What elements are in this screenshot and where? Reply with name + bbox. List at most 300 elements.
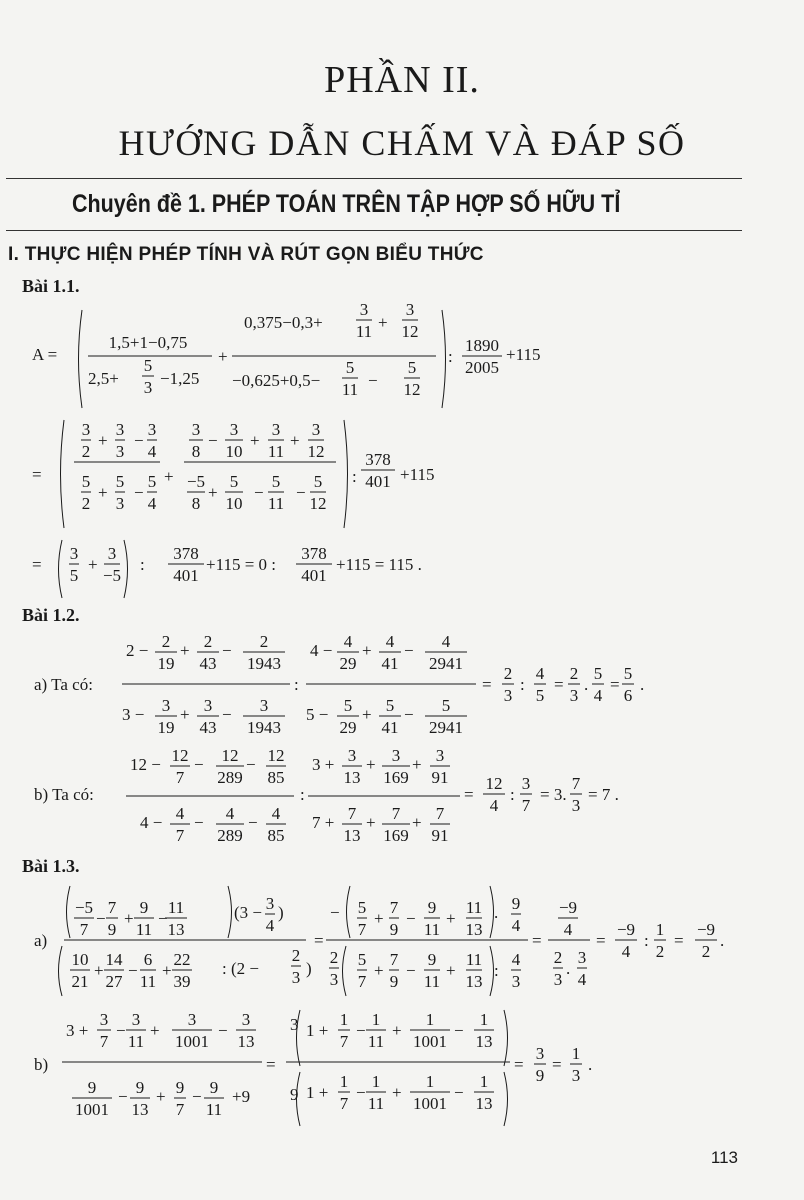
math-term: 9 <box>511 894 521 913</box>
math-term: + <box>162 961 172 980</box>
math-term: 13 <box>343 826 361 845</box>
math-term: 2 <box>503 664 513 683</box>
math-term: + <box>374 909 384 928</box>
math-term: 3 <box>405 300 415 319</box>
math-term: 12 <box>171 746 189 765</box>
math-term: +115 = 115 . <box>336 555 422 574</box>
math-term: 2941 <box>429 718 463 737</box>
math-term: = <box>554 675 564 694</box>
math-term: 3 <box>69 544 79 563</box>
math-term: +115 <box>506 345 541 364</box>
math-term: 11 <box>355 322 373 341</box>
math-term: 5 <box>69 566 79 585</box>
math-term: +9 <box>232 1087 251 1106</box>
math-term: 11 <box>127 1032 145 1051</box>
math-term: − <box>158 909 168 928</box>
math-term: +115 <box>400 465 435 484</box>
math-term: 3 <box>143 378 153 397</box>
math-term: 10 <box>225 442 243 461</box>
math-term: −0,625+0,5− <box>232 371 321 390</box>
math-term: 3 <box>329 970 339 989</box>
math-term: 1 <box>425 1010 435 1029</box>
math-term: + <box>362 641 372 660</box>
math-term: −9 <box>558 898 578 917</box>
math-term: 3 <box>203 696 213 715</box>
math-term: : (2 − <box>222 959 259 978</box>
math-term: 9 <box>139 898 149 917</box>
math-term: 2 <box>161 632 171 651</box>
math-term: 27 <box>105 972 123 991</box>
math-term: + <box>392 1021 402 1040</box>
math-term: 3 <box>99 1010 109 1029</box>
math-term: 19 <box>157 654 175 673</box>
math-term: 85 <box>267 768 285 787</box>
math-term: : <box>352 467 357 486</box>
math-term: : <box>520 675 525 694</box>
math-term: 2,5+ <box>88 369 119 388</box>
math-term: 4 <box>271 804 281 823</box>
math-term: − <box>404 705 414 724</box>
math-term: − <box>128 961 138 980</box>
math-term: 5 <box>271 472 281 491</box>
math-term: 4 <box>489 796 499 815</box>
math-term: 13 <box>237 1032 255 1051</box>
math-term: 7 <box>99 1032 109 1051</box>
math-term: − <box>246 755 256 774</box>
math-term: − <box>134 483 144 502</box>
math-term: + <box>366 813 376 832</box>
math-term: . <box>720 931 725 950</box>
math-term: 1 <box>479 1010 489 1029</box>
math-term: = <box>552 1055 562 1074</box>
math-term: 7 <box>175 826 185 845</box>
math-term: = <box>532 931 542 950</box>
math-term: : <box>448 347 453 366</box>
math-term: 2 − <box>126 641 149 660</box>
math-term: 5 <box>357 898 367 917</box>
math-term: + <box>446 909 456 928</box>
math-term: 5 <box>81 472 91 491</box>
math-term: 9 <box>427 950 437 969</box>
math-term: + <box>446 961 456 980</box>
math-term: − <box>96 909 106 928</box>
math-term: 9 <box>389 972 399 991</box>
math-term: 4 <box>593 686 603 705</box>
math-term: 9 <box>175 1078 185 1097</box>
math-term: 1 <box>655 920 665 939</box>
right-paren <box>504 1072 508 1126</box>
math-term: −9 <box>696 920 716 939</box>
math-term: 4 <box>225 804 235 823</box>
math-term: . <box>566 959 571 978</box>
math-term: 4 <box>147 442 157 461</box>
math-term: 2 <box>203 632 213 651</box>
math-term: − <box>218 1021 228 1040</box>
math-term: 3 <box>553 970 563 989</box>
math-term: + <box>374 961 384 980</box>
math-term: 3 <box>107 544 117 563</box>
math-term: + <box>180 641 190 660</box>
math-term: + <box>250 431 260 450</box>
math-term: 401 <box>301 566 327 585</box>
left-paren <box>59 946 63 996</box>
left-paren <box>347 886 351 938</box>
math-term: − <box>222 705 232 724</box>
math-term: 3 <box>115 494 125 513</box>
math-term: + <box>164 467 174 486</box>
math-term: 12 <box>267 746 285 765</box>
math-term: : <box>644 931 649 950</box>
math-term: 5 − <box>306 705 329 724</box>
math-term: 1943 <box>247 718 281 737</box>
section-heading: I. THỰC HIỆN PHÉP TÍNH VÀ RÚT GỌN BIỂU THỨC <box>8 244 484 265</box>
math-term: 3 <box>435 746 445 765</box>
math-term: −1,25 <box>160 369 200 388</box>
math-term: 378 <box>301 544 327 563</box>
right-paren <box>504 1010 508 1066</box>
math-term: 2 <box>553 948 563 967</box>
math-term: 2 <box>701 942 711 961</box>
math-term: 41 <box>381 654 399 673</box>
math-term: 11 <box>465 950 483 969</box>
math-term: 1,5+1−0,75 <box>108 333 188 352</box>
math-term: − <box>222 641 232 660</box>
math-term: 11 <box>423 920 441 939</box>
math-term: 4 <box>577 970 587 989</box>
math-term: = <box>596 931 606 950</box>
right-paren <box>490 886 494 938</box>
math-term: : <box>510 785 515 804</box>
topic-title: Chuyên đề 1. PHÉP TOÁN TRÊN TẬP HỢP SỐ HỮU TỈ <box>72 190 621 218</box>
math-term: + <box>124 909 134 928</box>
math-term: − <box>194 813 204 832</box>
math-term: 1 <box>371 1010 381 1029</box>
math-term: 3 <box>290 1015 299 1034</box>
math-term: = <box>610 675 620 694</box>
math-term: ) <box>306 959 312 978</box>
math-term: 11 <box>205 1100 223 1119</box>
math-term: − <box>356 1021 366 1040</box>
math-term: 7 <box>175 768 185 787</box>
math-term: 39 <box>173 972 191 991</box>
math-term: 3 <box>115 420 125 439</box>
math-term: 12 <box>309 494 327 513</box>
math-term: 3 <box>577 948 587 967</box>
math-term: 2941 <box>429 654 463 673</box>
math-term: (3 − <box>234 903 262 922</box>
right-paren <box>228 886 232 938</box>
exercise-1-1-label: Bài 1.1. <box>22 276 80 296</box>
math-term: 2005 <box>465 358 499 377</box>
math-term: a) Ta có: <box>34 675 93 694</box>
math-term: − <box>194 755 204 774</box>
left-paren <box>343 946 347 996</box>
math-term: 7 <box>391 804 401 823</box>
math-term: 10 <box>71 950 89 969</box>
math-term: = <box>32 465 42 484</box>
left-paren <box>67 886 71 938</box>
math-term: 11 <box>267 442 285 461</box>
math-term: 91 <box>431 768 449 787</box>
math-term: 11 <box>341 380 359 399</box>
math-term: + <box>218 347 228 366</box>
math-term: 13 <box>167 920 185 939</box>
math-term: 3 <box>191 420 201 439</box>
math-term: 7 <box>521 796 531 815</box>
math-term: 11 <box>139 972 157 991</box>
math-term: 5 <box>345 358 355 377</box>
math-term: 11 <box>423 972 441 991</box>
math-term: 4 − <box>140 813 163 832</box>
math-term: . <box>640 675 645 694</box>
math-term: −5 <box>186 472 206 491</box>
math-term: + <box>156 1087 166 1106</box>
math-term: 19 <box>157 718 175 737</box>
math-term: 1943 <box>247 654 281 673</box>
math-term: : <box>294 675 299 694</box>
math-term: 9 <box>107 920 117 939</box>
math-term: a) <box>34 931 48 950</box>
part-title: PHẦN II. <box>324 59 480 101</box>
left-paren <box>59 540 63 598</box>
math-term: 3 <box>521 774 531 793</box>
math-term: − <box>406 909 416 928</box>
math-term: − <box>116 1021 126 1040</box>
math-term: = 3. <box>540 785 567 804</box>
math-term: 3 <box>535 1044 545 1063</box>
math-term: 5 <box>313 472 323 491</box>
math-term: 0,375−0,3+ <box>244 313 323 332</box>
math-term: 169 <box>383 826 409 845</box>
math-term: 169 <box>383 768 409 787</box>
math-term: 29 <box>339 654 357 673</box>
math-term: 6 <box>143 950 153 969</box>
math-term: = <box>266 1055 276 1074</box>
math-term: − <box>406 961 416 980</box>
math-term: 4 <box>511 916 521 935</box>
math-term: 13 <box>475 1032 493 1051</box>
math-term: 7 <box>347 804 357 823</box>
math-term: 1001 <box>175 1032 209 1051</box>
math-term: 5 <box>441 696 451 715</box>
math-term: 4 <box>441 632 451 651</box>
math-term: 4 <box>343 632 353 651</box>
guide-title: HƯỚNG DẪN CHẤM VÀ ĐÁP SỐ <box>118 123 686 163</box>
math-term: 4 <box>621 942 631 961</box>
math-term: 8 <box>191 494 201 513</box>
math-term: 1 <box>339 1072 349 1091</box>
math-term: : <box>494 961 499 980</box>
math-term: 21 <box>71 972 89 991</box>
math-term: 289 <box>217 768 243 787</box>
math-term: 3 <box>115 442 125 461</box>
math-term: + <box>412 813 422 832</box>
math-term: + <box>290 431 300 450</box>
math-term: 7 + <box>312 813 335 832</box>
math-term: = <box>314 931 324 950</box>
math-term: 3 <box>311 420 321 439</box>
math-term: + <box>98 431 108 450</box>
math-term: 12 <box>221 746 239 765</box>
math-term: − <box>454 1021 464 1040</box>
math-term: 4 − <box>310 641 333 660</box>
math-term: 10 <box>225 494 243 513</box>
math-term: − <box>192 1087 202 1106</box>
math-term: 8 <box>191 442 201 461</box>
math-term: 91 <box>431 826 449 845</box>
math-term: − <box>254 483 264 502</box>
math-term: 1 <box>425 1072 435 1091</box>
math-term: 7 <box>107 898 117 917</box>
math-term: 11 <box>267 494 285 513</box>
math-term: 289 <box>217 826 243 845</box>
math-term: A = <box>32 345 58 364</box>
math-term: 3 + <box>312 755 335 774</box>
math-term: 11 <box>167 898 185 917</box>
math-term: b) Ta có: <box>34 785 94 804</box>
math-term: 3 <box>131 1010 141 1029</box>
math-term: 12 <box>307 442 325 461</box>
right-paren <box>490 946 494 996</box>
math-term: 4 <box>563 920 573 939</box>
math-term: 13 <box>465 972 483 991</box>
math-term: − <box>330 903 340 922</box>
math-term: 1001 <box>413 1032 447 1051</box>
math-term: 2 <box>291 946 301 965</box>
math-term: 3 <box>503 686 513 705</box>
math-term: 3 <box>569 686 579 705</box>
math-term: 4 <box>147 494 157 513</box>
math-term: 1890 <box>465 336 499 355</box>
math-term: 3 <box>187 1010 197 1029</box>
math-term: − <box>368 371 378 390</box>
math-term: 1 <box>571 1044 581 1063</box>
math-term: 3 <box>161 696 171 715</box>
math-term: 3 <box>359 300 369 319</box>
math-term: 3 <box>259 696 269 715</box>
left-paren <box>79 310 83 408</box>
math-term: 2 <box>329 948 339 967</box>
math-term: − <box>356 1083 366 1102</box>
math-term: 7 <box>79 920 89 939</box>
math-term: 13 <box>465 920 483 939</box>
math-term: 9 <box>535 1066 545 1085</box>
math-term: 7 <box>389 950 399 969</box>
math-term: 7 <box>435 804 445 823</box>
math-term: 3 <box>391 746 401 765</box>
math-term: + <box>180 705 190 724</box>
math-term: 2 <box>81 442 91 461</box>
exercise-1-2-label: Bài 1.2. <box>22 605 80 625</box>
math-term: 11 <box>135 920 153 939</box>
math-term: 12 <box>403 380 421 399</box>
math-term: 12 − <box>130 755 161 774</box>
math-term: + <box>392 1083 402 1102</box>
math-term: 5 <box>357 950 367 969</box>
math-term: 401 <box>173 566 199 585</box>
math-term: 5 <box>229 472 239 491</box>
math-term: 43 <box>199 654 217 673</box>
math-term: + <box>362 705 372 724</box>
math-term: = <box>674 931 684 950</box>
math-term: 43 <box>199 718 217 737</box>
math-term: 12 <box>485 774 503 793</box>
math-term: 9 <box>87 1078 97 1097</box>
math-term: 3 <box>511 972 521 991</box>
math-term: 1 + <box>306 1083 329 1102</box>
math-term: 13 <box>475 1094 493 1113</box>
math-term: + <box>88 555 98 574</box>
math-term: 3 <box>291 968 301 987</box>
math-term: 85 <box>267 826 285 845</box>
math-term: = 7 . <box>588 785 619 804</box>
math-term: − <box>248 813 258 832</box>
math-term: 7 <box>389 898 399 917</box>
page-number: 113 <box>710 1148 738 1167</box>
math-term: 41 <box>381 718 399 737</box>
math-term: : <box>300 785 305 804</box>
math-term: 11 <box>465 898 483 917</box>
math-term: 14 <box>105 950 123 969</box>
math-term: 1 + <box>306 1021 329 1040</box>
math-term: − <box>208 431 218 450</box>
math-term: 3 <box>571 796 581 815</box>
math-term: ) <box>278 903 284 922</box>
math-term: 7 <box>571 774 581 793</box>
math-term: 1001 <box>413 1094 447 1113</box>
math-term: b) <box>34 1055 49 1074</box>
math-term: 5 <box>147 472 157 491</box>
math-term: 11 <box>367 1032 385 1051</box>
math-term: 3 <box>229 420 239 439</box>
math-term: + <box>208 483 218 502</box>
exercise-1-3-label: Bài 1.3. <box>22 856 80 876</box>
math-term: 2 <box>259 632 269 651</box>
math-term: 5 <box>593 664 603 683</box>
math-term: 5 <box>535 686 545 705</box>
math-term: 1 <box>339 1010 349 1029</box>
math-term: 3 <box>81 420 91 439</box>
math-term: 4 <box>535 664 545 683</box>
math-term: 5 <box>385 696 395 715</box>
math-term: = <box>514 1055 524 1074</box>
math-term: 6 <box>623 686 633 705</box>
math-term: 378 <box>173 544 199 563</box>
right-paren <box>442 310 446 408</box>
math-term: 4 <box>265 916 275 935</box>
math-term: −5 <box>102 566 122 585</box>
math-term: + <box>378 313 388 332</box>
math-term: . <box>494 903 499 922</box>
math-term: 5 <box>343 696 353 715</box>
math-term: 3 + <box>66 1021 89 1040</box>
math-term: 3 <box>265 894 275 913</box>
math-term: 11 <box>367 1094 385 1113</box>
math-term: 7 <box>357 972 367 991</box>
math-term: −9 <box>616 920 636 939</box>
math-term: + <box>150 1021 160 1040</box>
math-term: 3 <box>347 746 357 765</box>
math-term: 401 <box>365 472 391 491</box>
math-term: 5 <box>115 472 125 491</box>
math-term: 9 <box>290 1085 299 1104</box>
math-term: − <box>134 431 144 450</box>
math-term: + <box>412 755 422 774</box>
math-term: = <box>32 555 42 574</box>
math-term: 3 <box>147 420 157 439</box>
math-term: 13 <box>131 1100 149 1119</box>
right-paren <box>124 540 128 598</box>
